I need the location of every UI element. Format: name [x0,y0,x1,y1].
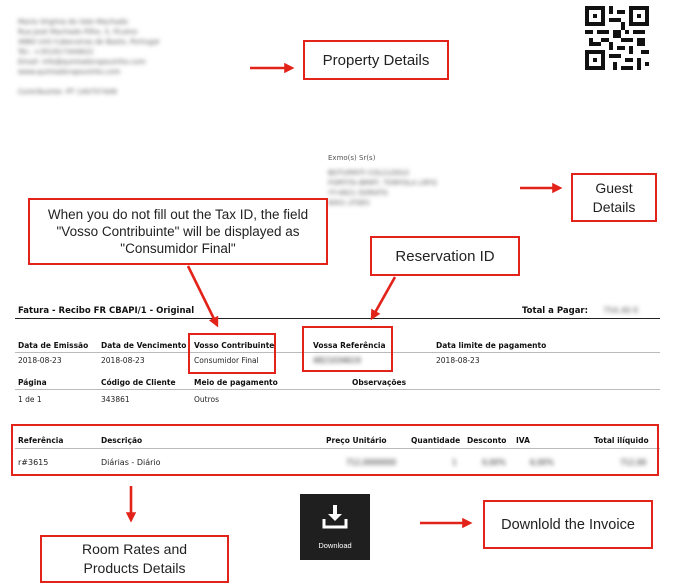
taxid-value: Consumidor Final [194,356,259,365]
guest-line: YY-4821 DORATG [328,189,388,197]
page-label: Página [18,378,47,387]
col-reference: Referência [18,436,64,445]
taxid-label: Vosso Contribuinte [194,341,275,350]
col-total: Total ilíquido [594,436,649,445]
due-date: 2018-08-23 [101,356,145,365]
page-value: 1 de 1 [18,395,42,404]
cell-unit-price: 712,0000000 [346,458,397,467]
col-description: Descrição [101,436,143,445]
arrow-reservation [372,277,395,318]
payment-limit-label: Data limite de pagamento [436,341,547,350]
cell-quantity: 1 [452,458,457,467]
property-line: Rua José Machado Filho, 5, Ficalvo [18,28,138,36]
guest-line: 8001 LTOES [328,199,370,207]
col-vat: IVA [516,436,530,445]
payment-method-label: Meio de pagamento [194,378,278,387]
download-label: Download [318,541,352,550]
guest-line: FORTITA BRMT, TORFOLA LRFG [328,179,437,187]
callout-property: Property Details [303,40,449,80]
cell-reference: r#3615 [18,458,49,467]
reference-label: Vossa Referência [313,341,386,350]
guest-line: BOTURRITI COLCLOGUI [328,169,409,177]
callout-taxid: When you do not fill out the Tax ID, the field "Vosso Contribuinte" will be displayed as "Consumidor Final" [28,198,328,265]
issue-date-label: Data de Emissão [18,341,89,350]
col-discount: Desconto [467,436,507,445]
property-line: Email: info@quintadorapouinho.com [18,58,146,66]
client-code-label: Código de Cliente [101,378,176,387]
total-value: 754,40 € [603,306,639,315]
property-line: 4860-143 Cabeceiras de Basto, Portugal [18,38,160,46]
cell-total: 712,00 [620,458,647,467]
arrow-taxid [188,266,217,325]
payment-method: Outros [194,395,220,404]
property-line: Contribuinte: PT 140757449 [18,88,117,96]
cell-vat: 6,00% [530,458,554,467]
notes-label: Observações [352,378,407,387]
col-quantity: Quantidade [411,436,461,445]
callout-guest: Guest Details [571,173,657,222]
cell-discount: 0,00% [482,458,506,467]
payment-limit: 2018-08-23 [436,356,480,365]
cell-description: Diárias - Diário [101,458,161,467]
property-line: Maria Virgínia do Vale Machado [18,18,128,26]
invoice-title: Fatura - Recibo FR CBAPI/1 - Original [18,306,195,316]
callout-download: Downlold the Invoice [483,500,653,549]
property-line: www.quintadorapouinho.com [18,68,121,76]
callout-reservation: Reservation ID [370,236,520,276]
callout-rates: Room Rates and Products Details [40,535,229,583]
guest-salutation: Exmo(s) Sr(s) [328,154,376,162]
client-code: 343861 [101,395,130,404]
total-label: Total a Pagar: [522,306,589,316]
due-date-label: Data de Vencimento [101,341,187,350]
reference-value: 4821034619 [313,356,361,365]
col-unit-price: Preço Unitário [326,436,387,445]
issue-date: 2018-08-23 [18,356,62,365]
property-line: Tel.: +351917344622 [18,48,94,56]
